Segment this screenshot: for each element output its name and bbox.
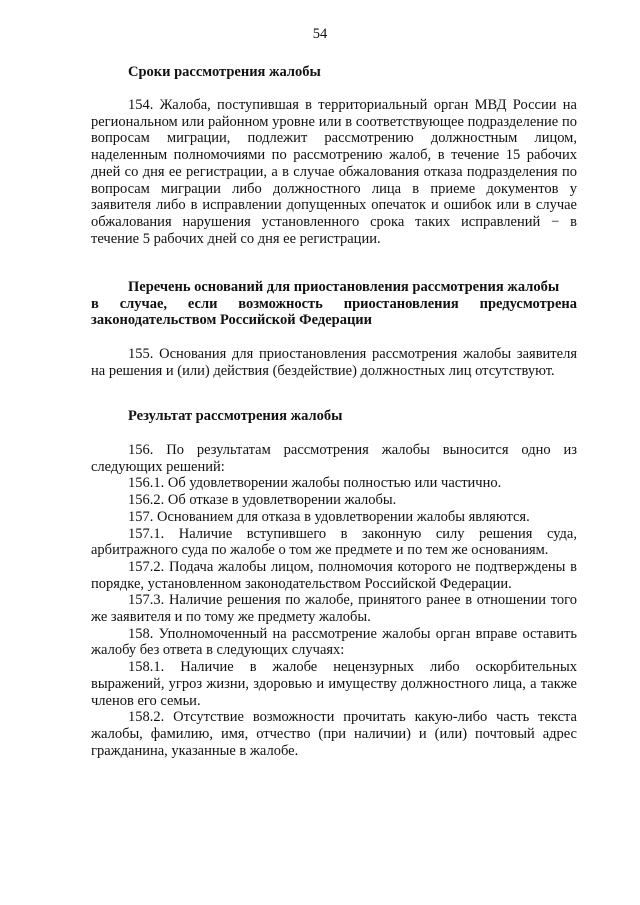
paragraph-156-1: 156.1. Об удовлетворении жалобы полностью или частично.: [128, 475, 502, 492]
paragraph-157-2: 157.2. Подача жалобы лицом, полномочия которого не подтверждены в порядке, установленном законодательством Российской Федерации.: [91, 558, 577, 592]
section-heading-line: Перечень оснований для приостановления рассмотрения жалобы: [128, 279, 560, 295]
paragraph: 154. Жалоба, поступившая в территориальный орган МВД России на региональном или районном уровне или в соответствующее подразделение по вопросам миграции, подлежит рассмотрению должностным лицом, наделенным полномочиями по рассмотрению жалоб, в течение 15 рабочих дней со дня ее регистрации, а в случае обжалования отказа подразделения по вопросам миграции либо должностного лица в приеме документов у заявителя либо в исправлении допущенных опечаток и ошибок или в случае обжалования нарушения установленного срока таких исправлений − в течение 5 рабочих дней со дня ее регистрации.: [91, 97, 577, 247]
paragraph-158-2: 158.2. Отсутствие возможности прочитать какую-либо часть текста жалобы, фамилию, имя, отчество (при наличии) и (или) почтовый адрес гражданина, указанные в жалобе.: [91, 709, 577, 759]
section-heading-review-terms: [91, 64, 577, 81]
section-heading: Результат рассмотрения жалобы: [128, 408, 343, 424]
paragraph-154: [91, 97, 577, 247]
section-heading-review-result: [91, 408, 577, 425]
paragraph-157-3: 157.3. Наличие решения по жалобе, принятого ранее в отношении того же заявителя и по тому же предмету жалобы.: [91, 592, 577, 626]
page-number: 54: [312, 26, 328, 42]
section-heading-suspension-grounds: [91, 279, 577, 329]
paragraphs-156-158: [91, 442, 577, 759]
section-heading-line: законодательством Российской Федерации: [91, 312, 373, 329]
section-heading: Сроки рассмотрения жалобы: [128, 64, 321, 80]
paragraph-157-1: 157.1. Наличие вступившего в законную силу решения суда, арбитражного суда по жалобе о том же предмете и по тем же основаниям.: [91, 525, 577, 559]
paragraph: 155. Основания для приостановления рассмотрения жалобы заявителя на решения и (или) действия (бездействие) должностных лиц отсутствуют.: [91, 346, 577, 379]
paragraph-158-1: 158.1. Наличие в жалобе нецензурных либо оскорбительных выражений, угроз жизни, здоровью и имуществу должностного лица, а также членов его семьи.: [91, 659, 577, 709]
paragraph-156: 156. По результатам рассмотрения жалобы выносится одно из следующих решений:: [91, 442, 577, 475]
paragraph-157: 157. Основанием для отказа в удовлетворении жалобы являются.: [128, 508, 530, 525]
paragraph-156-2: 156.2. Об отказе в удовлетворении жалобы.: [128, 492, 397, 509]
paragraph-158: 158. Уполномоченный на рассмотрение жалобы орган вправе оставить жалобу без ответа в следующих случаях:: [91, 625, 577, 659]
paragraph-155: [91, 346, 577, 379]
section-heading-line: в случае, если возможность приостановления предусмотрена: [91, 295, 577, 312]
